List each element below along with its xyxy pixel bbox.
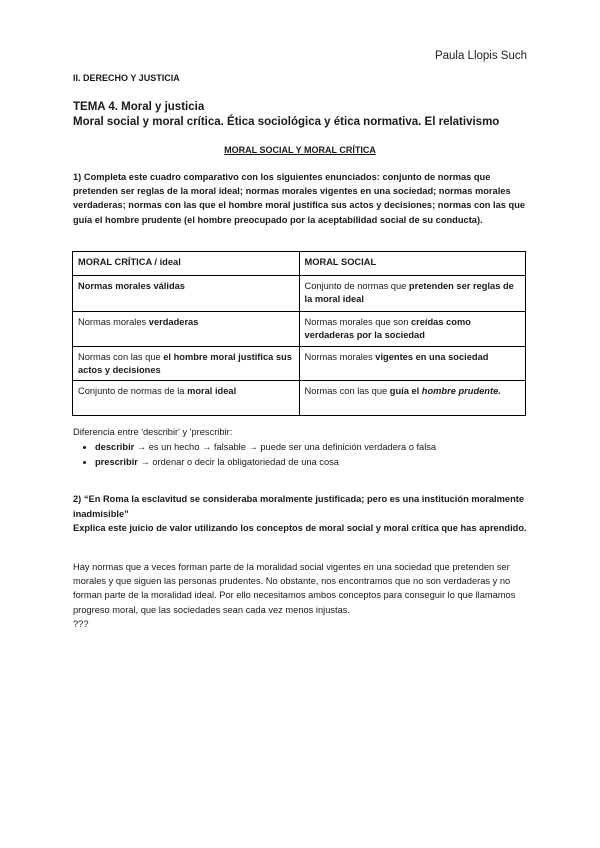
question-2 xyxy=(73,492,528,536)
question-2-quote: 2) “En Roma la esclavitud se consideraba moralmente justificada; pero es una institución moralmente inadmisible” xyxy=(73,494,525,519)
topic-title-line1: TEMA 4. Moral y justicia xyxy=(73,101,205,113)
table-row xyxy=(73,276,526,312)
table-cell: Normas morales verdaderas xyxy=(73,312,300,347)
answer-paragraph xyxy=(73,560,528,631)
difference-notes xyxy=(73,425,528,470)
table-cell: Normas con las que guía el hombre prudente. xyxy=(299,381,526,416)
list-item: • describir → es un hecho → falsable → puede ser una definición verdadera o falsa xyxy=(95,440,528,455)
header-moral-critica: MORAL CRÍTICA / ideal xyxy=(73,252,300,276)
topic-title xyxy=(73,100,533,130)
table-cell: Conjunto de normas de la moral ideal xyxy=(73,381,300,416)
table-cell: Conjunto de normas que pretenden ser reglas de la moral ideal xyxy=(299,276,526,312)
answer-text: Hay normas que a veces forman parte de la moralidad social vigentes en una sociedad que pretenden ser morales y que siguen las personas prudentes. No obstante, nos encontramos que no son verdaderas y no forman parte de la moralidad ideal. Por ello necesitamos ambos conceptos para conseguir lo que llamamos progreso moral, que las sociedades sean cada vez menos injustas. xyxy=(73,562,516,615)
answer-tail: ??? xyxy=(73,618,89,629)
table-header-row xyxy=(73,252,526,276)
table-cell: Normas morales vigentes en una sociedad xyxy=(299,347,526,381)
subsection-title: MORAL SOCIAL Y MORAL CRÍTICA xyxy=(224,145,376,155)
question-2-prompt: Explica este juicio de valor utilizando los conceptos de moral social y moral crítica que has aprendido. xyxy=(73,523,527,533)
list-item: • prescribir → ordenar o decir la obligatoriedad de una cosa xyxy=(95,455,528,470)
header-moral-social: MORAL SOCIAL xyxy=(299,252,526,276)
difference-intro: Diferencia entre 'describir' y 'prescribir: xyxy=(73,427,233,437)
topic-title-line2: Moral social y moral crítica. Ética sociológica y ética normativa. El relativismo xyxy=(73,116,500,128)
table-cell: Normas morales válidas xyxy=(73,276,300,312)
table-cell: Normas morales que son creídas como verdaderas por la sociedad xyxy=(299,312,526,347)
section-heading: II. DERECHO Y JUSTICIA xyxy=(73,73,180,83)
author-name: Paula Llopis Such xyxy=(434,50,527,62)
comparison-table xyxy=(72,251,526,416)
table-row xyxy=(73,381,526,416)
table-cell: Normas con las que el hombre moral justifica sus actos y decisiones xyxy=(73,347,300,381)
difference-list xyxy=(73,440,528,470)
table-row xyxy=(73,312,526,347)
question-1: 1) Completa este cuadro comparativo con los siguientes enunciados: conjunto de normas que pretenden ser reglas de la moral ideal; normas morales vigentes en una sociedad; normas morales verdaderas; normas con las que el hombre moral justifica sus actos y decisiones; normas con las que guía el hombre prudente (el hombre preocupado por la aceptabilidad social de su conducta). xyxy=(73,172,526,225)
table-row xyxy=(73,347,526,381)
